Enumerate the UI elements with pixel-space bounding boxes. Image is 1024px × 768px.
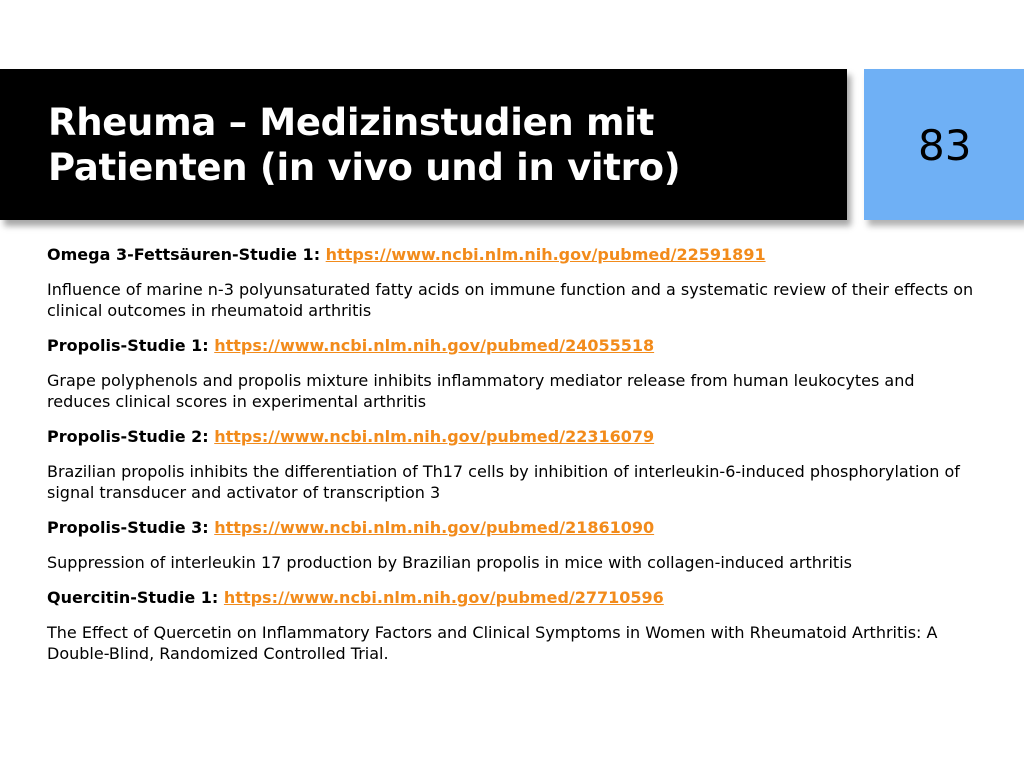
reference-label: Propolis-Studie 3: [47, 518, 209, 537]
reference-heading [47, 335, 977, 356]
reference-heading [47, 244, 977, 265]
reference-description: The Effect of Quercetin on Inflammatory Factors and Clinical Symptoms in Women with Rheumatoid Arthritis: A Double-Blind, Randomized Controlled Trial. [47, 623, 938, 663]
reference-list [47, 244, 977, 664]
reference-label: Propolis-Studie 2: [47, 427, 209, 446]
reference-heading [47, 517, 977, 538]
reference-label: Propolis-Studie 1: [47, 336, 209, 355]
slide-number: 83 [918, 121, 972, 170]
reference-heading [47, 587, 977, 608]
reference-description: Brazilian propolis inhibits the differentiation of Th17 cells by inhibition of interleukin-6-induced phosphorylation of signal transducer and activator of transcription 3 [47, 462, 960, 502]
reference-label: Quercitin-Studie 1: [47, 588, 219, 607]
reference-link[interactable]: https://www.ncbi.nlm.nih.gov/pubmed/24055518 [214, 336, 655, 355]
reference-link[interactable]: https://www.ncbi.nlm.nih.gov/pubmed/21861090 [214, 518, 655, 537]
reference-description: Influence of marine n-3 polyunsaturated fatty acids on immune function and a systematic review of their effects on clinical outcomes in rheumatoid arthritis [47, 280, 974, 320]
reference-link[interactable]: https://www.ncbi.nlm.nih.gov/pubmed/22591891 [325, 245, 766, 264]
slide-title-line-2: Patienten (in vivo und in vitro) [48, 146, 681, 189]
reference-description: Grape polyphenols and propolis mixture inhibits inflammatory mediator release from human leukocytes and reduces clinical scores in experimental arthritis [47, 371, 915, 411]
reference-link[interactable]: https://www.ncbi.nlm.nih.gov/pubmed/22316079 [214, 427, 655, 446]
reference-entry [47, 244, 977, 335]
slide-title [48, 100, 838, 190]
reference-entry [47, 517, 977, 587]
reference-entry [47, 335, 977, 426]
reference-entry [47, 587, 977, 664]
slide-title-line-1: Rheuma – Medizinstudien mit [48, 101, 655, 144]
reference-heading [47, 426, 977, 447]
reference-label: Omega 3-Fettsäuren-Studie 1: [47, 245, 321, 264]
reference-entry [47, 426, 977, 517]
reference-link[interactable]: https://www.ncbi.nlm.nih.gov/pubmed/27710596 [223, 588, 664, 607]
reference-description: Suppression of interleukin 17 production by Brazilian propolis in mice with collagen-induced arthritis [47, 553, 852, 572]
